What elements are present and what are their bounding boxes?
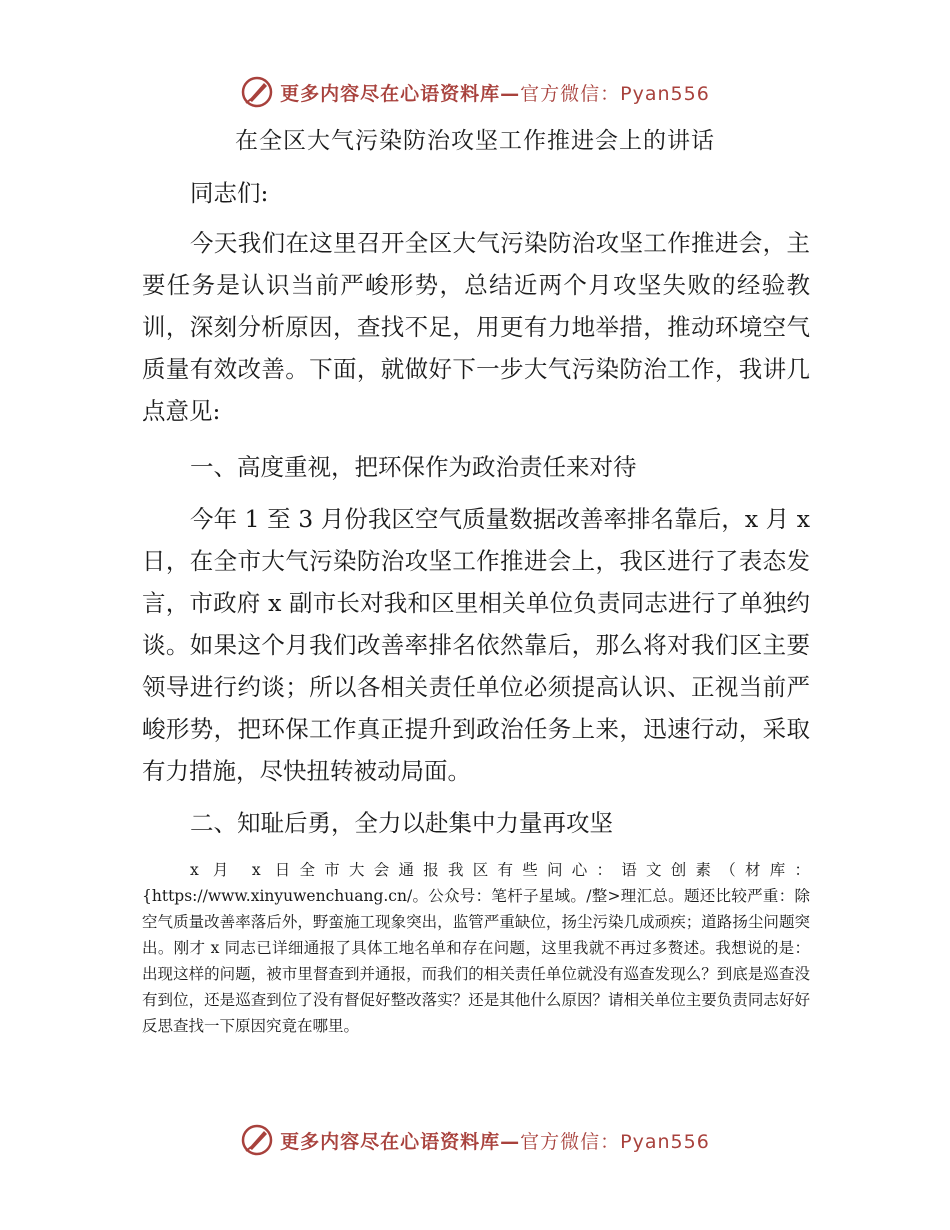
intro-paragraph: 今天我们在这里召开全区大气污染防治攻坚工作推进会，主要任务是认识当前严峻形势，总结近两个月攻坚失败的经验教训，深刻分析原因，查找不足，用更有力地举措，推动环境空气质量有效改善。下面，就做好下一步大气污染防治工作，我讲几点意见:: [142, 229, 810, 425]
banner-wechat: 官方微信：Pyan556: [520, 82, 710, 105]
banner-text: 更多内容尽在心语资料库—官方微信：Pyan556: [280, 82, 710, 105]
footer-banner: [0, 1120, 950, 1160]
quill-logo-icon: [240, 1123, 274, 1157]
quill-logo-icon: [240, 75, 274, 109]
banner-text: 更多内容尽在心语资料库—官方微信：Pyan556: [280, 1130, 710, 1153]
header-banner: [0, 72, 950, 112]
section-1-heading: 一、高度重视，把环保作为政治责任来对待: [190, 453, 637, 481]
banner-wechat: 官方微信：Pyan556: [520, 1130, 710, 1153]
section-2-heading: 二、知耻后勇，全力以赴集中力量再攻坚: [190, 809, 613, 837]
section-2-paragraph: x 月 x 日全市大会通报我区有些问心：语文创素（材库：{https://www.xinyuwenchuang.cn/。公众号：笔杆子星域。/整>理汇总。题还比较严重：除空气质量改善率落后外，野蛮施工现象突出，监管严重缺位，扬尘污染几成顽疾；道路扬尘问题突出。刚才 x 同志已详细通报了具体工地名单和存在问题，这里我就不再过多赘述。我想说的是：出现这样的问题，被市里督查到并通报，而我们的相关责任单位就没有巡查发现么？到底是巡查没有到位，还是巡查到位了没有督促好整改落实？还是其他什么原因？请相关单位主要负责同志好好反思查找一下原因究竟在哪里。: [142, 861, 810, 1035]
greeting: 同志们:: [190, 179, 269, 207]
section-1-paragraph: 今年 1 至 3 月份我区空气质量数据改善率排名靠后，x 月 x 日，在全市大气污染防治攻坚工作推进会上，我区进行了表态发言，市政府 x 副市长对我和区里相关单位负责同志进行了单独约谈。如果这个月我们改善率排名依然靠后，那么将对我们区主要领导进行约谈；所以各相关责任单位必须提高认识、正视当前严峻形势，把环保工作真正提升到政治任务上来，迅速行动，采取有力措施，尽快扭转被动局面。: [142, 505, 810, 785]
document-title: 在全区大气污染防治攻坚工作推进会上的讲话: [235, 128, 715, 154]
